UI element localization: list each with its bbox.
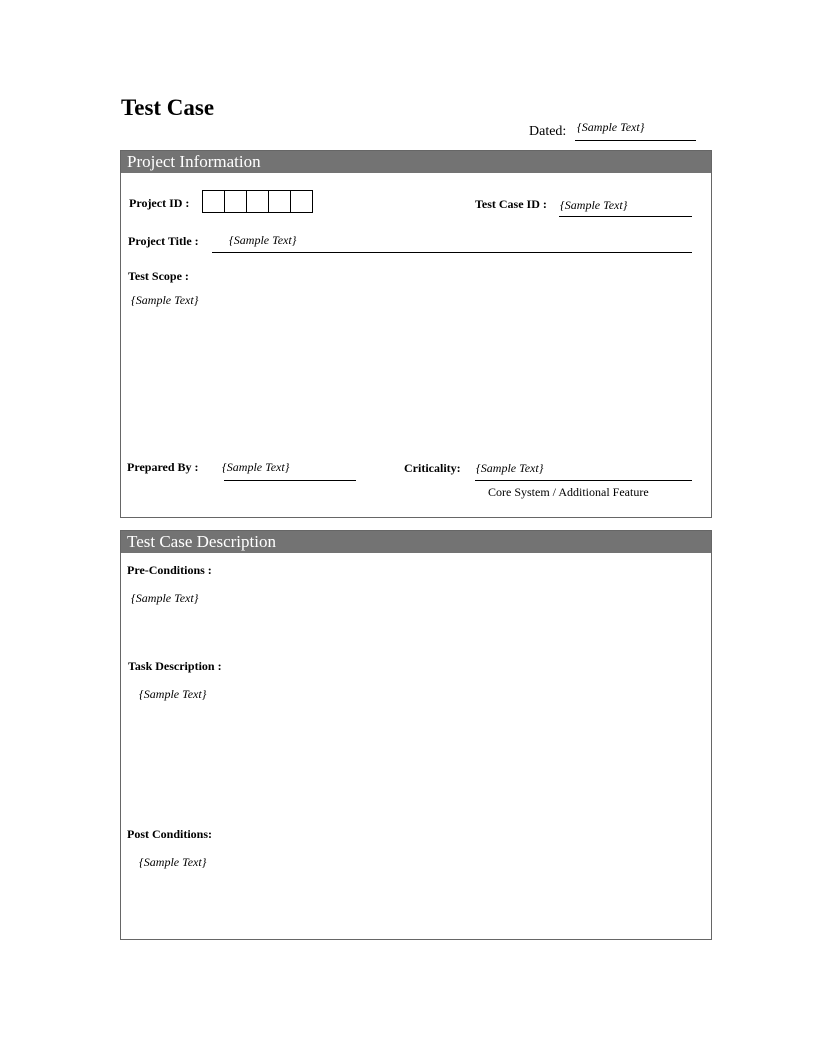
post-conditions-label: Post Conditions:	[127, 827, 213, 841]
test-case-description-panel	[120, 530, 712, 940]
page-title: Test Case	[121, 95, 215, 120]
criticality-value[interactable]: {Sample Text}	[476, 461, 544, 475]
project-information-heading: Project Information	[121, 151, 711, 173]
project-id-box[interactable]	[224, 190, 247, 213]
criticality-underline	[475, 480, 692, 481]
dated-underline	[575, 140, 696, 141]
test-case-id-underline	[559, 216, 692, 217]
project-id-box[interactable]	[246, 190, 269, 213]
test-case-description-heading: Test Case Description	[121, 531, 711, 553]
project-id-box[interactable]	[202, 190, 225, 213]
task-description-label: Task Description :	[128, 659, 222, 673]
prepared-by-label: Prepared By :	[127, 460, 199, 474]
project-id-box[interactable]	[290, 190, 313, 213]
test-scope-value[interactable]: {Sample Text}	[131, 293, 199, 307]
project-title-value[interactable]: {Sample Text}	[229, 233, 297, 247]
criticality-note: Core System / Additional Feature	[488, 485, 649, 499]
project-id-boxes[interactable]	[202, 190, 313, 213]
project-title-underline	[212, 252, 692, 253]
test-case-id-label: Test Case ID :	[475, 197, 547, 211]
dated-label: Dated:	[529, 124, 567, 139]
criticality-label: Criticality:	[404, 461, 461, 475]
prepared-by-underline	[224, 480, 356, 481]
post-conditions-value[interactable]: {Sample Text}	[139, 855, 207, 869]
test-scope-label: Test Scope :	[128, 269, 189, 283]
pre-conditions-value[interactable]: {Sample Text}	[131, 591, 199, 605]
test-case-id-value[interactable]: {Sample Text}	[560, 198, 628, 212]
project-id-box[interactable]	[268, 190, 291, 213]
project-id-label: Project ID :	[129, 196, 190, 210]
prepared-by-value[interactable]: {Sample Text}	[222, 460, 290, 474]
dated-value[interactable]: {Sample Text}	[577, 120, 645, 134]
pre-conditions-label: Pre-Conditions :	[127, 563, 212, 577]
project-title-label: Project Title :	[128, 234, 199, 248]
task-description-value[interactable]: {Sample Text}	[139, 687, 207, 701]
